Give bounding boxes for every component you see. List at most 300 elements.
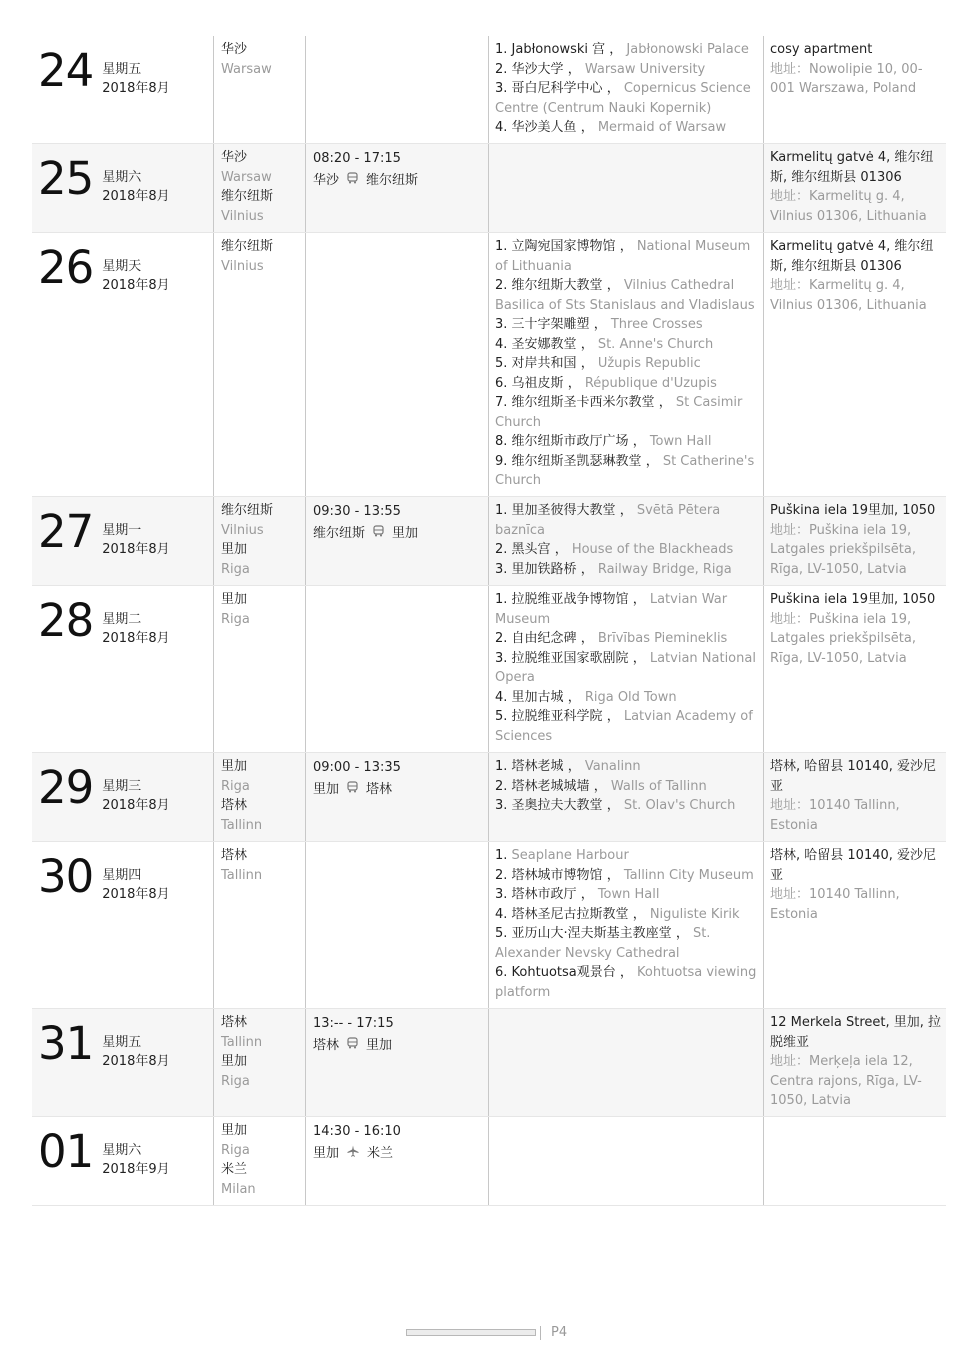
sight-number: 2. <box>495 278 508 293</box>
sights-cell <box>488 842 763 1008</box>
sight-number: 4. <box>495 689 508 705</box>
sight-name-zh: 圣安娜教堂 <box>511 336 577 352</box>
transport-cell <box>305 586 488 752</box>
city-name-en: Riga <box>221 1073 250 1089</box>
sight-item <box>495 846 757 866</box>
date-cell <box>32 842 213 1008</box>
sight-number: 1. <box>495 592 508 607</box>
sight-name-en: Copernicus Science Centre (Centrum Nauki Kopernik) <box>495 81 751 116</box>
transport-cell <box>305 144 488 232</box>
sight-item <box>495 590 757 629</box>
sight-item <box>495 393 757 432</box>
sight-name-zh: 华沙大学 <box>511 61 564 77</box>
sight-item <box>495 276 757 315</box>
route-from: 华沙 <box>313 173 340 188</box>
sight-item <box>495 629 757 649</box>
hotel-cell <box>763 233 946 496</box>
date-info <box>102 257 169 295</box>
sight-item <box>495 60 757 80</box>
month-year: 2018年8月 <box>102 631 170 646</box>
city-name-en: Tallinn <box>221 817 263 833</box>
sight-separator: ， <box>563 689 585 705</box>
day-number: 01 <box>38 1125 94 1178</box>
city-name-zh: 维尔纽斯 <box>221 239 274 254</box>
sight-name-en: Svētā Pētera baznīca <box>495 503 721 538</box>
day-number: 30 <box>38 850 94 903</box>
route-to: 塔林 <box>366 782 393 797</box>
sight-separator: ， <box>576 631 598 646</box>
sight-name-en: St. Olav's Church <box>623 798 736 813</box>
date-cell <box>32 36 213 143</box>
weekday: 星期天 <box>102 259 142 274</box>
transport-cell <box>305 233 488 496</box>
sight-number: 4. <box>495 906 508 922</box>
sight-item <box>495 540 757 560</box>
bus-icon <box>373 523 384 545</box>
sights-cell <box>488 1117 763 1205</box>
sight-name-zh: 黑头宫 <box>511 542 551 557</box>
sight-item <box>495 796 757 816</box>
city-name-en: Warsaw <box>221 169 272 185</box>
sight-name-zh: 塔林老城城墙 <box>511 778 590 794</box>
sights-cell <box>488 1009 763 1116</box>
sight-number: 6. <box>495 375 508 391</box>
city-cell <box>213 233 305 496</box>
sight-item <box>495 118 757 138</box>
sight-name-en: Užupis Republic <box>597 356 701 371</box>
route-to: 米兰 <box>367 1146 394 1161</box>
date-info <box>102 610 169 648</box>
sight-number: 2. <box>495 778 508 794</box>
city-name-zh: 里加 <box>221 542 248 557</box>
sight-separator: ， <box>589 317 611 332</box>
date-cell <box>32 753 213 841</box>
sight-item <box>495 315 757 335</box>
sight-number: 8. <box>495 434 508 449</box>
hotel-address: 地址：Nowolipie 10, 00-001 Warszawa, Poland <box>770 61 923 96</box>
sight-name-en: St Casimir Church <box>495 395 743 430</box>
hotel-cell <box>763 1009 946 1116</box>
sight-item <box>495 501 757 540</box>
sight-separator: ， <box>576 356 598 371</box>
date-info <box>102 60 169 98</box>
day-number: 28 <box>38 594 94 647</box>
sight-item <box>495 374 757 394</box>
sight-name-en: St. Alexander Nevsky Cathedral <box>495 926 711 961</box>
sight-name-en: Riga Old Town <box>584 689 677 705</box>
sight-item <box>495 40 757 60</box>
sight-name-zh: Jabłonowski 宫 <box>511 42 606 57</box>
transport-route <box>313 1035 488 1057</box>
sight-name-zh: 塔林城市博物馆 <box>511 867 603 883</box>
hotel-name: 塔林, 哈留县 10140, 爱沙尼亚 <box>770 759 937 794</box>
sight-separator: ， <box>589 778 611 794</box>
sight-separator: ， <box>615 503 637 518</box>
sight-name-zh: 里加古城 <box>511 689 564 705</box>
sight-name-zh: 乌祖皮斯 <box>511 375 564 391</box>
sight-name-en: Town Hall <box>649 434 712 449</box>
transport-time: 09:30 - 13:55 <box>313 504 401 519</box>
sight-number: 2. <box>495 867 508 883</box>
weekday: 星期一 <box>102 523 142 538</box>
sight-name-zh: 自由纪念碑 <box>511 631 577 646</box>
hotel-cell <box>763 586 946 752</box>
city-name-en: Tallinn <box>221 867 263 883</box>
sight-number: 1. <box>495 848 508 863</box>
city-cell <box>213 144 305 232</box>
sight-separator: ， <box>628 592 650 607</box>
month-year: 2018年8月 <box>102 798 170 813</box>
transport-cell <box>305 497 488 585</box>
sight-number: 4. <box>495 336 508 352</box>
sight-separator: ， <box>563 375 585 391</box>
route-from: 里加 <box>313 782 340 797</box>
sight-name-zh: 圣奥拉夫大教堂 <box>511 798 603 813</box>
date-cell <box>32 1009 213 1116</box>
hotel-name: Karmelitų gatvė 4, 维尔纽斯, 维尔纽斯县 01306 <box>770 239 934 274</box>
sight-item <box>495 237 757 276</box>
weekday: 星期六 <box>102 170 142 185</box>
sight-number: 2. <box>495 631 508 646</box>
sight-name-en: Kohtuotsa viewing platform <box>495 965 757 1000</box>
sight-separator: ， <box>576 887 598 902</box>
sights-cell <box>488 144 763 232</box>
city-name-en: Warsaw <box>221 61 272 77</box>
sight-name-en: Latvian Academy of Sciences <box>495 709 753 744</box>
hotel-address: 地址：Merķeļa iela 12, Centra rajons, Rīga, LV-1050, Latvia <box>770 1054 922 1108</box>
city-name-en: Riga <box>221 778 250 794</box>
hotel-name: Karmelitų gatvė 4, 维尔纽斯, 维尔纽斯县 01306 <box>770 150 934 185</box>
sight-separator: ， <box>615 239 637 254</box>
city-name-en: Riga <box>221 1142 250 1158</box>
sight-item <box>495 885 757 905</box>
city-name-en: Riga <box>221 611 250 627</box>
weekday: 星期二 <box>102 612 142 627</box>
sight-separator: ， <box>641 453 663 469</box>
sight-name-en: Tallinn City Museum <box>623 867 754 883</box>
city-name-zh: 里加 <box>221 1054 248 1069</box>
sight-separator: ， <box>576 120 598 135</box>
sight-name-en: Latvian War Museum <box>495 592 728 627</box>
weekday: 星期五 <box>102 1035 142 1050</box>
date-cell <box>32 497 213 585</box>
hotel-cell <box>763 497 946 585</box>
city-name-en: Vilnius <box>221 258 264 274</box>
city-name-en: Vilnius <box>221 522 264 538</box>
sight-item <box>495 688 757 708</box>
sight-name-en: Seaplane Harbour <box>511 848 629 863</box>
sight-item <box>495 924 757 963</box>
hotel-address: 地址：10140 Tallinn, Estonia <box>770 798 900 833</box>
weekday: 星期六 <box>102 1143 142 1158</box>
page-number: P4 <box>551 1325 568 1340</box>
sight-name-en: House of the Blackheads <box>571 542 734 557</box>
route-from: 塔林 <box>313 1038 340 1053</box>
month-year: 2018年8月 <box>102 887 170 902</box>
month-year: 2018年9月 <box>102 1162 170 1177</box>
sight-name-zh: 塔林圣尼古拉斯教堂 <box>511 906 629 922</box>
month-year: 2018年8月 <box>102 278 170 293</box>
city-cell <box>213 36 305 143</box>
sight-name-zh: 拉脱维亚国家歌剧院 <box>511 650 629 666</box>
itinerary-row <box>32 842 946 1009</box>
transport-time: 08:20 - 17:15 <box>313 151 401 166</box>
route-to: 维尔纽斯 <box>366 173 419 188</box>
sight-separator: ， <box>628 650 650 666</box>
itinerary-row <box>32 586 946 753</box>
sight-item <box>495 354 757 374</box>
sight-item <box>495 452 757 491</box>
day-number: 29 <box>38 761 94 814</box>
sight-number: 2. <box>495 61 508 77</box>
hotel-cell <box>763 753 946 841</box>
hotel-cell <box>763 842 946 1008</box>
hotel-name: Puškina iela 19里加, 1050 <box>770 503 936 518</box>
itinerary-row <box>32 497 946 586</box>
sight-name-zh: 华沙美人鱼 <box>511 120 577 135</box>
sight-name-zh: 维尔纽斯圣凯瑟琳教堂 <box>511 453 642 469</box>
sight-number: 9. <box>495 453 508 469</box>
sight-name-en: National Museum of Lithuania <box>495 239 751 274</box>
itinerary-row <box>32 36 946 144</box>
sight-separator: ， <box>576 561 598 577</box>
city-cell <box>213 586 305 752</box>
transport-time: 13:-- - 17:15 <box>313 1016 394 1031</box>
sight-separator: ， <box>563 759 585 774</box>
city-name-en: Riga <box>221 561 250 577</box>
sight-item <box>495 905 757 925</box>
sight-number: 5. <box>495 926 508 941</box>
sight-item <box>495 335 757 355</box>
sight-name-en: Three Crosses <box>610 317 703 332</box>
sight-name-en: Niguliste Kirik <box>649 906 740 922</box>
sights-cell <box>488 36 763 143</box>
transport-route <box>313 523 488 545</box>
itinerary-row <box>32 1117 946 1206</box>
sight-separator: ， <box>605 42 627 57</box>
sight-item <box>495 866 757 886</box>
date-info <box>102 521 169 559</box>
sight-name-zh: 维尔纽斯大教堂 <box>511 278 603 293</box>
sight-name-zh: 维尔纽斯市政厅广场 <box>511 434 629 449</box>
sight-number: 3. <box>495 650 508 666</box>
sight-item <box>495 560 757 580</box>
day-number: 26 <box>38 241 94 294</box>
sight-name-zh: 塔林市政厅 <box>511 887 577 902</box>
transport-cell <box>305 36 488 143</box>
date-info <box>102 866 169 904</box>
sight-name-en: Walls of Tallinn <box>610 778 707 794</box>
sight-number: 5. <box>495 709 508 724</box>
hotel-name: 塔林, 哈留县 10140, 爱沙尼亚 <box>770 848 937 883</box>
hotel-address: 地址：10140 Tallinn, Estonia <box>770 887 900 922</box>
bus-icon <box>347 1035 358 1057</box>
sight-number: 1. <box>495 503 508 518</box>
itinerary-row <box>32 233 946 497</box>
bus-icon <box>347 779 358 801</box>
hotel-address: 地址：Puškina iela 19, Latgales priekšpilsēta, Rīga, LV-1050, Latvia <box>770 522 916 577</box>
weekday: 星期四 <box>102 868 142 883</box>
sight-name-en: Railway Bridge, Riga <box>597 561 732 577</box>
sight-number: 3. <box>495 887 508 902</box>
sight-name-zh: 对岸共和国 <box>511 356 577 371</box>
sight-number: 1. <box>495 239 508 254</box>
bus-icon <box>347 170 358 192</box>
city-name-zh: 华沙 <box>221 150 248 165</box>
sight-separator: ， <box>615 965 638 980</box>
sights-cell <box>488 586 763 752</box>
sight-number: 7. <box>495 395 508 410</box>
hotel-address: 地址：Puškina iela 19, Latgales priekšpilsēta, Rīga, LV-1050, Latvia <box>770 611 916 666</box>
sight-name-en: Brīvības Piemineklis <box>597 631 728 646</box>
weekday: 星期五 <box>102 62 142 77</box>
sight-item <box>495 432 757 452</box>
date-cell <box>32 144 213 232</box>
transport-route <box>313 170 488 192</box>
sight-item <box>495 963 757 1002</box>
sight-separator: ， <box>628 434 650 449</box>
sight-number: 1. <box>495 42 508 57</box>
sight-separator: ， <box>602 709 624 724</box>
transport-cell <box>305 753 488 841</box>
sight-name-zh: 亚历山大·涅夫斯基主教座堂 <box>511 926 672 941</box>
sight-name-zh: 维尔纽斯圣卡西米尔教堂 <box>511 395 655 410</box>
month-year: 2018年8月 <box>102 189 170 204</box>
hotel-cell <box>763 1117 946 1205</box>
transport-time: 09:00 - 13:35 <box>313 760 401 775</box>
sight-name-zh: 里加圣彼得大教堂 <box>511 503 616 518</box>
hotel-address: 地址：Karmelitų g. 4, Vilnius 01306, Lithuania <box>770 189 927 224</box>
city-name-zh: 里加 <box>221 759 248 774</box>
sight-name-en: St Catherine's Church <box>495 453 755 488</box>
sight-number: 2. <box>495 542 508 557</box>
itinerary-row <box>32 1009 946 1117</box>
sight-name-zh: 立陶宛国家博物馆 <box>511 239 616 254</box>
city-name-zh: 里加 <box>221 592 248 607</box>
sight-item <box>495 777 757 797</box>
sight-separator: ， <box>576 336 598 352</box>
month-year: 2018年8月 <box>102 81 170 96</box>
transport-cell <box>305 1009 488 1116</box>
month-year: 2018年8月 <box>102 1054 170 1069</box>
sight-number: 3. <box>495 81 508 96</box>
sight-separator: ， <box>628 906 650 922</box>
transport-route <box>313 1143 488 1165</box>
city-cell <box>213 753 305 841</box>
date-cell <box>32 1117 213 1205</box>
sight-number: 4. <box>495 120 508 135</box>
city-name-en: Tallinn <box>221 1034 263 1050</box>
city-cell <box>213 497 305 585</box>
sight-separator: ， <box>563 61 585 77</box>
sight-number: 3. <box>495 317 508 332</box>
city-name-en: Milan <box>221 1181 256 1197</box>
hotel-name: 12 Merkela Street, 里加, 拉脱维亚 <box>770 1015 942 1050</box>
date-info <box>102 777 169 815</box>
sight-item <box>495 707 757 746</box>
sight-name-zh: 塔林老城 <box>511 759 564 774</box>
sight-item <box>495 649 757 688</box>
date-cell <box>32 233 213 496</box>
sight-name-en: Jabłonowski Palace <box>626 42 749 57</box>
sight-name-en: République d'Uzupis <box>584 375 717 391</box>
sight-separator: ， <box>671 926 693 941</box>
sight-name-en: Latvian National Opera <box>495 650 756 685</box>
hotel-address: 地址：Karmelitų g. 4, Vilnius 01306, Lithuania <box>770 278 927 313</box>
route-from: 维尔纽斯 <box>313 526 366 541</box>
sight-name-en: Vanalinn <box>584 759 641 774</box>
city-name-zh: 维尔纽斯 <box>221 503 274 518</box>
sight-name-en: Town Hall <box>597 887 660 902</box>
weekday: 星期三 <box>102 779 142 794</box>
sight-name-zh: 哥白尼科学中心 <box>511 81 603 96</box>
transport-route <box>313 779 488 801</box>
sight-number: 6. <box>495 965 508 980</box>
sight-separator: ， <box>602 278 624 293</box>
sights-cell <box>488 497 763 585</box>
page-progress-bar <box>406 1329 536 1336</box>
city-name-zh: 塔林 <box>221 848 248 863</box>
sight-item <box>495 757 757 777</box>
city-name-zh: 塔林 <box>221 1015 248 1030</box>
sight-number: 1. <box>495 759 508 774</box>
day-number: 24 <box>38 44 94 97</box>
page-footer <box>406 1325 567 1340</box>
route-to: 里加 <box>366 1038 393 1053</box>
city-name-zh: 塔林 <box>221 798 248 813</box>
sights-cell <box>488 233 763 496</box>
city-cell <box>213 842 305 1008</box>
day-number: 27 <box>38 505 94 558</box>
date-info <box>102 1033 169 1071</box>
city-cell <box>213 1009 305 1116</box>
city-name-zh: 里加 <box>221 1123 248 1138</box>
route-to: 里加 <box>392 526 419 541</box>
sight-separator: ， <box>602 867 624 883</box>
sight-name-en: Mermaid of Warsaw <box>597 120 727 135</box>
sight-number: 3. <box>495 798 508 813</box>
day-number: 25 <box>38 152 94 205</box>
sight-name-en: St. Anne's Church <box>597 336 714 352</box>
sight-name-zh: Kohtuotsa观景台 <box>511 965 616 980</box>
sight-name-zh: 三十字架雕塑 <box>511 317 590 332</box>
itinerary-row <box>32 753 946 842</box>
plane-icon <box>347 1143 359 1165</box>
date-info <box>102 168 169 206</box>
itinerary-row <box>32 144 946 233</box>
hotel-name: cosy apartment <box>770 42 873 57</box>
sight-separator: ， <box>550 542 572 557</box>
date-info <box>102 1141 169 1179</box>
transport-time: 14:30 - 16:10 <box>313 1124 401 1139</box>
hotel-cell <box>763 36 946 143</box>
transport-cell <box>305 1117 488 1205</box>
itinerary-table <box>32 36 946 1206</box>
sight-name-en: Warsaw University <box>584 61 706 77</box>
transport-cell <box>305 842 488 1008</box>
date-cell <box>32 586 213 752</box>
sight-separator: ， <box>602 798 624 813</box>
hotel-name: Puškina iela 19里加, 1050 <box>770 592 936 607</box>
route-from: 里加 <box>313 1146 340 1161</box>
sight-separator: ， <box>602 81 624 96</box>
sight-name-en: Vilnius Cathedral Basilica of Sts Stanislaus and Vladislaus <box>495 278 755 313</box>
hotel-cell <box>763 144 946 232</box>
city-name-zh: 米兰 <box>221 1162 248 1177</box>
sight-number: 5. <box>495 356 508 371</box>
city-name-en: Vilnius <box>221 208 264 224</box>
sights-cell <box>488 753 763 841</box>
